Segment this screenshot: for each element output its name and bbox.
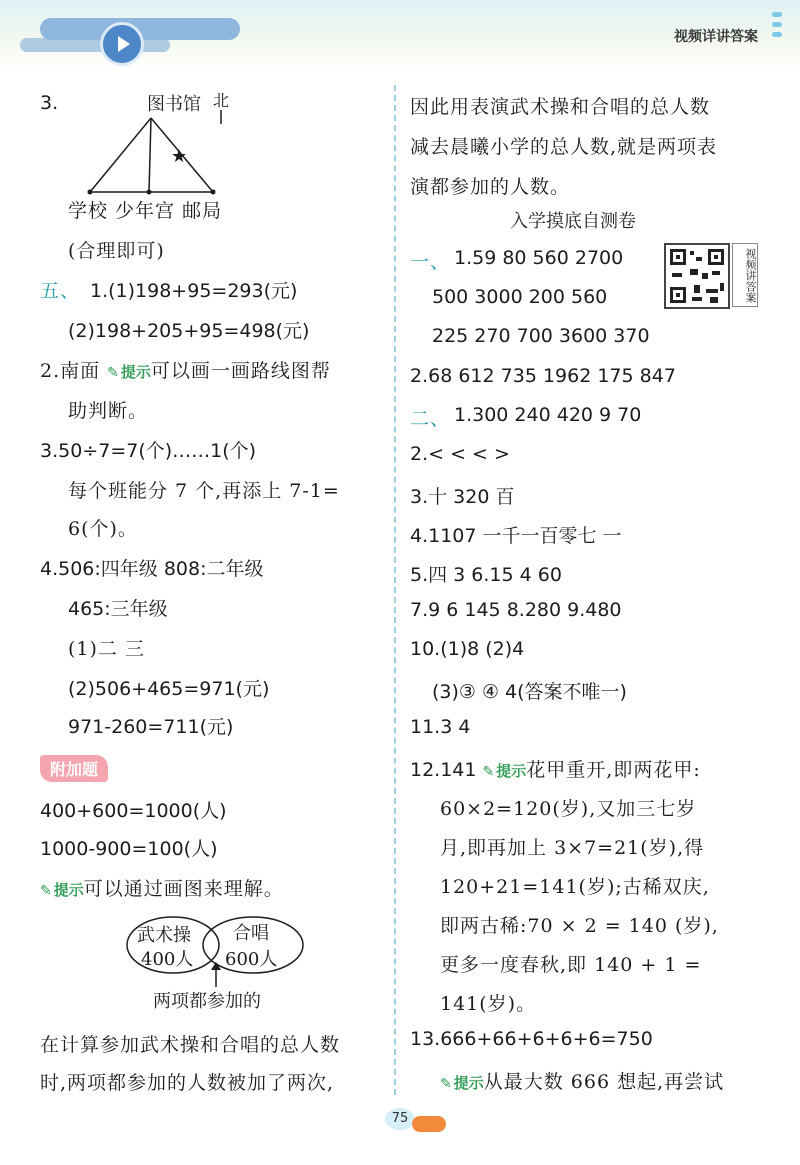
answer-text: 可以画一画路线图帮	[150, 360, 331, 382]
answer-line: 4.506:四年级 808:二年级	[40, 558, 264, 580]
answer-line: 月,即再加上 3×7=21(岁),得	[440, 837, 705, 859]
answer-line: 11.3 4	[410, 716, 471, 738]
answer-line: 1000-900=100(人)	[40, 838, 218, 860]
answer-text: 从最大数 666 想起,再尝试	[483, 1071, 725, 1093]
section-5-label: 五、	[40, 280, 81, 302]
answer-line: 141(岁)。	[440, 993, 537, 1015]
answer-text: 2.南面	[40, 360, 108, 382]
answer-line: 因此用表演武术操和合唱的总人数	[410, 96, 711, 118]
answer-line: 465:三年级	[68, 598, 168, 620]
answer-line: 3.十 320 百	[410, 486, 515, 508]
answer-line: 即两古稀:70 × 2 = 140 (岁),	[440, 915, 719, 937]
answer-line: 1.(1)198+95=293(元)	[90, 280, 298, 302]
cloud-decoration	[20, 38, 170, 52]
qr-code[interactable]	[664, 243, 730, 309]
venn-right-label: 合唱	[233, 923, 269, 944]
map-label-bottom: 学校 少年宫 邮局	[68, 200, 223, 222]
answer-line: 400+600=1000(人)	[40, 800, 227, 822]
answer-line: 6(个)。	[68, 518, 138, 540]
answer-line: 1.300 240 420 9 70	[454, 404, 642, 426]
answer-line: 助判断。	[68, 400, 149, 422]
answer-text: 12.141	[410, 759, 483, 781]
answer-line: 225 270 700 3600 370	[432, 325, 650, 347]
answer-line: (2)198+205+95=498(元)	[68, 320, 310, 342]
venn-diagram	[125, 915, 310, 1015]
answer-line: 2.< < < >	[410, 443, 510, 465]
answer-line: (2)506+465=971(元)	[68, 678, 270, 700]
answer-line: 每个班能分 7 个,再添上 7-1=	[68, 480, 340, 502]
answer-line: 7.9 6 145 8.280 9.480	[410, 599, 622, 621]
answer-line: 500 3000 200 560	[432, 286, 608, 308]
hint-tag: ✎ 提示	[107, 363, 151, 381]
venn-right-value: 600人	[225, 949, 278, 970]
header-banner	[0, 0, 800, 70]
section-2-label: 二、	[410, 408, 451, 430]
section-1-label: 一、	[410, 251, 451, 273]
answer-line	[440, 1067, 724, 1094]
answer-line: 971-260=711(元)	[68, 716, 234, 738]
answer-line	[40, 874, 284, 901]
answer-line: 演都参加的人数。	[410, 176, 571, 198]
header-title: 视频详讲答案	[674, 29, 758, 45]
answer-line: (1)二 三	[68, 638, 145, 660]
answer-line: 1.59 80 560 2700	[454, 247, 624, 269]
answer-line: 5.四 3 6.15 4 60	[410, 564, 562, 586]
question-number: 3.	[40, 92, 59, 114]
answer-line: 更多一度春秋,即 140 + 1 =	[440, 954, 702, 976]
answer-line	[410, 755, 701, 782]
answer-line: 在计算参加武术操和合唱的总人数	[40, 1034, 341, 1056]
answer-text: 花甲重开,即两花甲:	[526, 759, 701, 781]
answer-line: 4.1107 一千一百零七 一	[410, 525, 622, 547]
venn-left-label: 武术操	[137, 925, 191, 946]
answer-line: 减去晨曦小学的总人数,就是两项表	[410, 136, 718, 158]
answer-line: 10.(1)8 (2)4	[410, 638, 525, 660]
answer-text: 可以通过画图来理解。	[83, 878, 284, 900]
venn-caption: 两项都参加的	[153, 991, 261, 1012]
hint-tag: ✎ 提示	[483, 762, 527, 780]
answer-line: 时,两项都参加的人数被加了两次,	[40, 1072, 335, 1094]
page-number: 75	[385, 1108, 415, 1130]
answer-line: 120+21=141(岁);古稀双庆,	[440, 876, 710, 898]
qr-label: 视频讲答案	[732, 243, 758, 307]
hint-tag: ✎ 提示	[40, 881, 84, 899]
north-label: 北	[213, 91, 230, 110]
hint-tag: ✎ 提示	[440, 1074, 484, 1092]
answer-line: 3.50÷7=7(个)……1(个)	[40, 440, 257, 462]
map-note: (合理即可)	[68, 240, 165, 262]
column-divider	[394, 85, 396, 1095]
map-label-top: 图书馆	[147, 94, 201, 115]
answer-line: (3)③ ④ 4(答案不唯一)	[432, 681, 627, 703]
star-icon: ★	[171, 146, 188, 167]
answer-line: 60×2=120(岁),又加三七岁	[440, 798, 697, 820]
answer-line	[40, 356, 331, 383]
answer-line: 13.666+66+6+6+6=750	[410, 1028, 653, 1050]
venn-left-value: 400人	[141, 949, 194, 970]
header-decoration	[772, 12, 782, 42]
section-title: 入学摸底自测卷	[510, 211, 636, 232]
answer-line: 2.68 612 735 1962 175 847	[410, 365, 676, 387]
play-icon[interactable]	[100, 22, 144, 66]
bonus-badge: 附加题	[40, 755, 108, 782]
submarine-decoration	[412, 1116, 446, 1132]
